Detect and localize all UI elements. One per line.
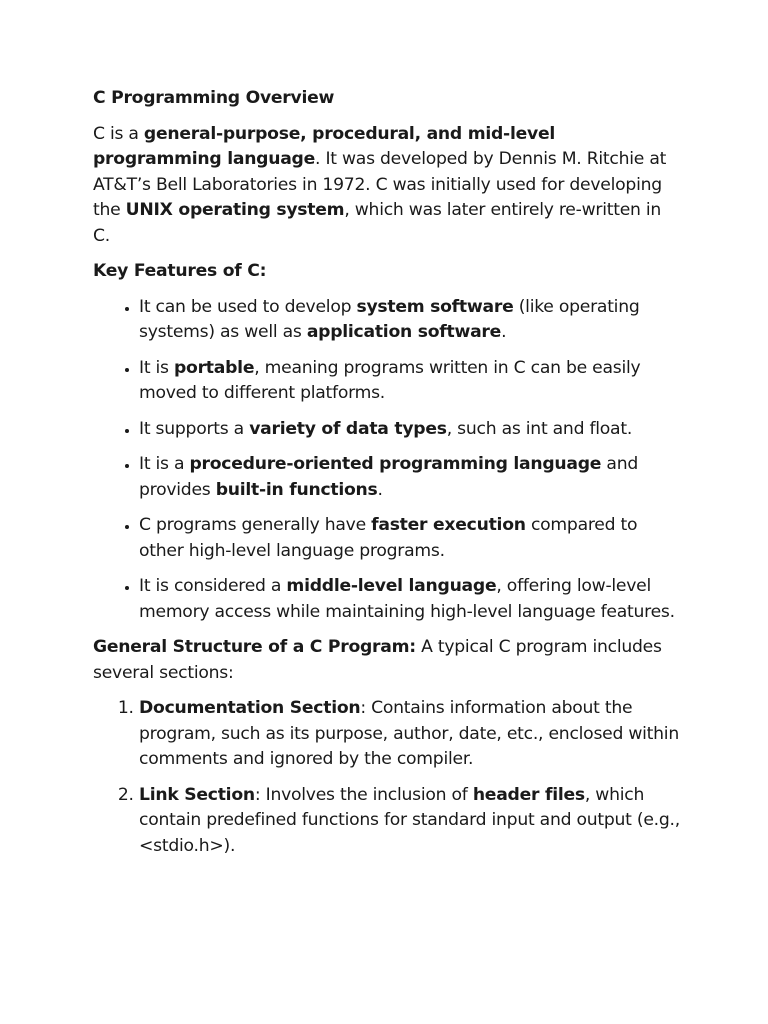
- text-run: C is a: [93, 123, 144, 144]
- text-run: compared to other high-level language programs.: [139, 515, 638, 561]
- bold-text: built-in functions: [215, 479, 378, 500]
- text-run: , offering low-level memory access while maintaining high-level language features.: [139, 576, 675, 622]
- text-run: It supports a: [139, 418, 250, 439]
- bold-text: header files: [472, 784, 585, 805]
- bold-text: General Structure of a C Program:: [93, 637, 416, 657]
- text-run: , such as int and float.: [446, 418, 633, 439]
- structure-intro-paragraph: [93, 635, 683, 686]
- bold-text: faster execution: [371, 515, 526, 535]
- text-run: It is a: [139, 454, 190, 474]
- text-run: C programs generally have: [139, 515, 372, 535]
- text-run: : Involves the inclusion of: [254, 784, 473, 805]
- bold-text: general-purpose, procedural, and mid-level programming language: [93, 123, 555, 169]
- bold-text: variety of data types: [249, 418, 447, 439]
- feature-item: [139, 356, 683, 407]
- text-run: , which contain predefined functions for standard input and output (e.g., <stdio.h>).: [139, 784, 680, 856]
- bold-text: middle-level language: [286, 576, 497, 596]
- bold-text: Link Section: [139, 784, 255, 805]
- text-run: (like operating systems) as well as: [139, 296, 640, 342]
- features-list: [93, 295, 683, 626]
- feature-item: [139, 295, 683, 346]
- section-item: [139, 783, 683, 860]
- bold-text: UNIX operating system: [125, 200, 345, 220]
- text-run: and provides: [139, 454, 639, 500]
- text-run: , meaning programs written in C can be easily moved to different platforms.: [139, 357, 641, 403]
- feature-item: [139, 417, 683, 443]
- page-title: C Programming Overview: [93, 88, 335, 108]
- intro-paragraph: [93, 122, 683, 250]
- feature-item: [139, 574, 683, 625]
- bold-text: portable: [173, 357, 255, 378]
- text-run: : Contains information about the program, such as its purpose, author, date, etc., enclosed within comments and ignored by the compiler.: [139, 698, 679, 769]
- text-run: .: [377, 479, 383, 500]
- bold-text: system software: [356, 296, 514, 317]
- sections-list: [93, 696, 683, 859]
- bold-text: application software: [306, 322, 502, 342]
- text-run: , which was later entirely re-written in C.: [93, 200, 662, 246]
- text-run: A typical C program includes several sections:: [93, 637, 662, 683]
- text-run: It is: [139, 357, 174, 378]
- section-item: [139, 696, 683, 773]
- text-run: It can be used to develop: [139, 296, 357, 317]
- text-run: .: [501, 322, 507, 342]
- feature-item: [139, 513, 683, 564]
- bold-text: procedure-oriented programming language: [189, 454, 602, 474]
- bold-text: Documentation Section: [139, 698, 361, 718]
- text-run: It is considered a: [139, 576, 287, 596]
- features-heading: Key Features of C:: [93, 261, 267, 281]
- document-page: [93, 86, 683, 869]
- feature-item: [139, 452, 683, 503]
- text-run: . It was developed by Dennis M. Ritchie at AT&T’s Bell Laboratories in 1972. C was initially used for developing the: [93, 149, 667, 220]
